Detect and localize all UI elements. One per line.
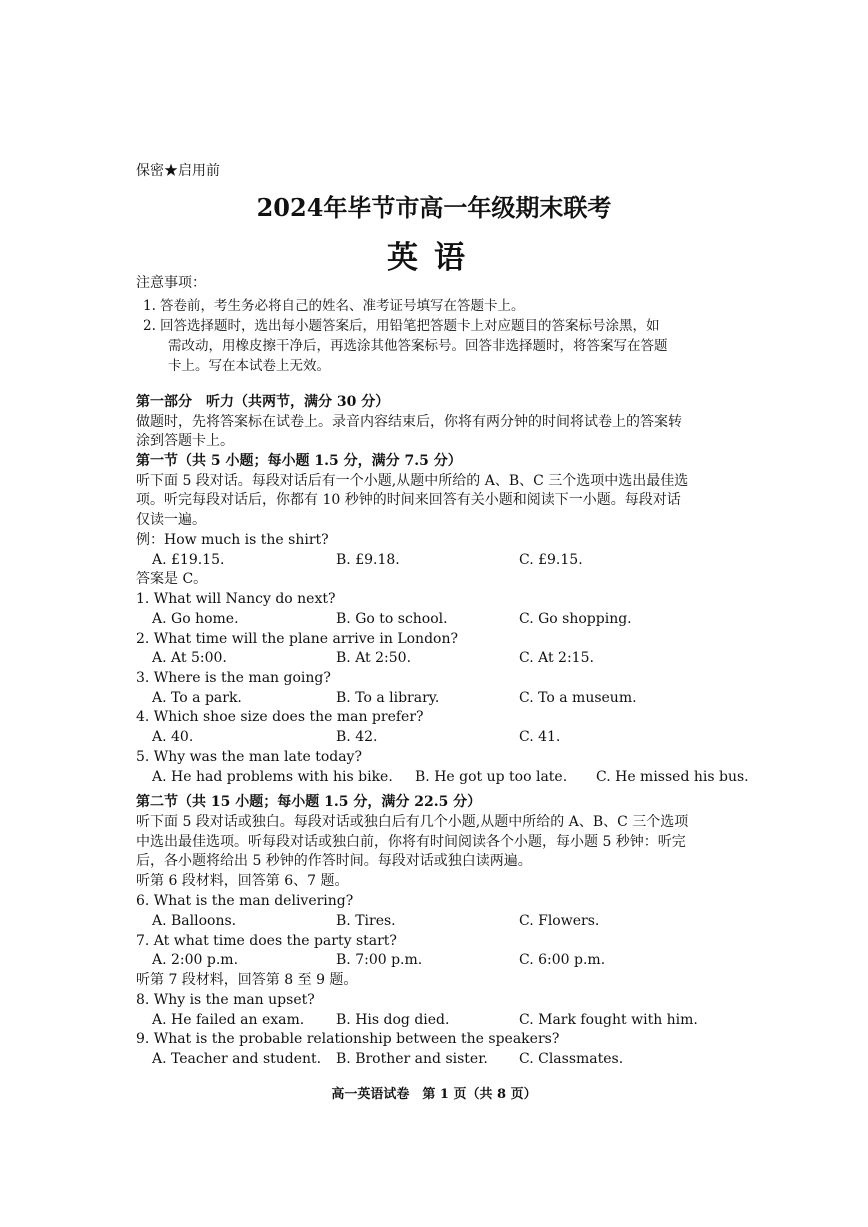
question-4-option-c: C. 41. (519, 729, 561, 745)
example-answer: 答案是 C。 (136, 571, 208, 587)
section1-intro-line2: 项。听完每段对话后，你都有 10 秒钟的时间来回答有关小题和阅读下一小题。每段对话 (136, 492, 681, 508)
part1-intro-line2: 涂到答题卡上。 (136, 433, 234, 449)
question-9: 9. What is the probable relationship between the speakers? (136, 1031, 560, 1047)
example-question: 例：How much is the shirt? (136, 532, 329, 548)
question-6: 6. What is the man delivering? (136, 893, 354, 909)
section2-intro-line3: 后，各小题将给出 5 秒钟的作答时间。每段对话或独白读两遍。 (136, 853, 532, 869)
notice-item-1 (143, 294, 525, 314)
question-8: 8. Why is the man upset? (136, 992, 315, 1008)
part1-intro-line1: 做题时，先将答案标在试卷上。录音内容结束后，你将有两分钟的时间将试卷上的答案转 (136, 414, 682, 430)
question-3-option-b: B. To a library. (336, 690, 440, 706)
notice-item-2-number: 2. (143, 318, 156, 334)
question-7-option-c: C. 6:00 p.m. (519, 952, 606, 968)
question-1: 1. What will Nancy do next? (136, 591, 336, 607)
notice-item-2-line3: 卡上。写在本试卷上无效。 (168, 358, 330, 374)
question-9-option-b: B. Brother and sister. (336, 1051, 488, 1067)
question-4-option-b: B. 42. (336, 729, 378, 745)
question-1-option-c: C. Go shopping. (519, 611, 632, 627)
example-option-b: B. £9.18. (336, 552, 400, 568)
section2-intro-line2: 中选出最佳选项。听每段对话或独白前，你将有时间阅读各个小题，每小题 5 秒钟：听完 (136, 834, 686, 850)
material-7-instruction: 听第 7 段材料，回答第 8 至 9 题。 (136, 972, 358, 988)
notice-item-2 (143, 314, 660, 334)
question-4: 4. Which shoe size does the man prefer? (136, 709, 424, 725)
section1-intro-line3: 仅读一遍。 (136, 512, 206, 528)
part1-heading: 第一部分 听力（共两节，满分 30 分） (136, 394, 390, 410)
question-1-option-a: A. Go home. (152, 611, 239, 627)
question-7-option-a: A. 2:00 p.m. (152, 952, 239, 968)
question-2-option-b: B. At 2:50. (336, 650, 412, 666)
material-6-instruction: 听第 6 段材料，回答第 6、7 题。 (136, 873, 349, 889)
notice-item-1-text: 答卷前，考生务必将自己的姓名、准考证号填写在答题卡上。 (160, 298, 525, 314)
question-6-option-b: B. Tires. (336, 913, 396, 929)
confidential-label: 保密★启用前 (136, 163, 220, 179)
question-3: 3. Where is the man going? (136, 670, 331, 686)
question-5: 5. Why was the man late today? (136, 749, 362, 765)
question-4-option-a: A. 40. (152, 729, 194, 745)
section2-intro-line1: 听下面 5 段对话或独白。每段对话或独白后有几个小题,从题中所给的 A、B、C 三个选项 (136, 814, 689, 830)
page-footer: 高一英语试卷 第 1 页（共 8 页） (331, 1087, 537, 1102)
exam-title: 2024年毕节市高一年级期末联考 (256, 193, 612, 222)
question-9-option-c: C. Classmates. (519, 1051, 624, 1067)
section1-heading: 第一节（共 5 小题；每小题 1.5 分，满分 7.5 分） (136, 453, 462, 469)
question-2: 2. What time will the plane arrive in London? (136, 631, 458, 647)
question-2-option-a: A. At 5:00. (152, 650, 227, 666)
section2-heading: 第二节（共 15 小题；每小题 1.5 分，满分 22.5 分） (136, 794, 482, 810)
question-3-option-a: A. To a park. (152, 690, 242, 706)
example-option-c: C. £9.15. (519, 552, 583, 568)
question-8-option-c: C. Mark fought with him. (519, 1012, 698, 1028)
question-6-option-c: C. Flowers. (519, 913, 600, 929)
section1-intro-line1: 听下面 5 段对话。每段对话后有一个小题,从题中所给的 A、B、C 三个选项中选出最佳选 (136, 473, 689, 489)
question-5-option-b: B. He got up too late. (415, 769, 568, 785)
notice-item-2-line2: 需改动，用橡皮擦干净后，再选涂其他答案标号。回答非选择题时，将答案写在答题 (168, 338, 668, 354)
example-option-a: A. £19.15. (152, 552, 225, 568)
question-6-option-a: A. Balloons. (152, 913, 237, 929)
question-7-option-b: B. 7:00 p.m. (336, 952, 423, 968)
question-2-option-c: C. At 2:15. (519, 650, 594, 666)
question-5-option-c: C. He missed his bus. (596, 769, 749, 785)
subject-title: 英语 (387, 240, 481, 276)
question-8-option-a: A. He failed an exam. (152, 1012, 305, 1028)
question-1-option-b: B. Go to school. (336, 611, 448, 627)
notice-item-2-text: 回答选择题时，选出每小题答案后，用铅笔把答题卡上对应题目的答案标号涂黑，如 (160, 318, 660, 334)
question-7: 7. At what time does the party start? (136, 933, 397, 949)
question-3-option-c: C. To a museum. (519, 690, 637, 706)
question-9-option-a: A. Teacher and student. (152, 1051, 322, 1067)
question-8-option-b: B. His dog died. (336, 1012, 450, 1028)
question-5-option-a: A. He had problems with his bike. (152, 769, 393, 785)
notice-item-1-number: 1. (143, 298, 156, 314)
notice-heading: 注意事项： (136, 275, 206, 291)
